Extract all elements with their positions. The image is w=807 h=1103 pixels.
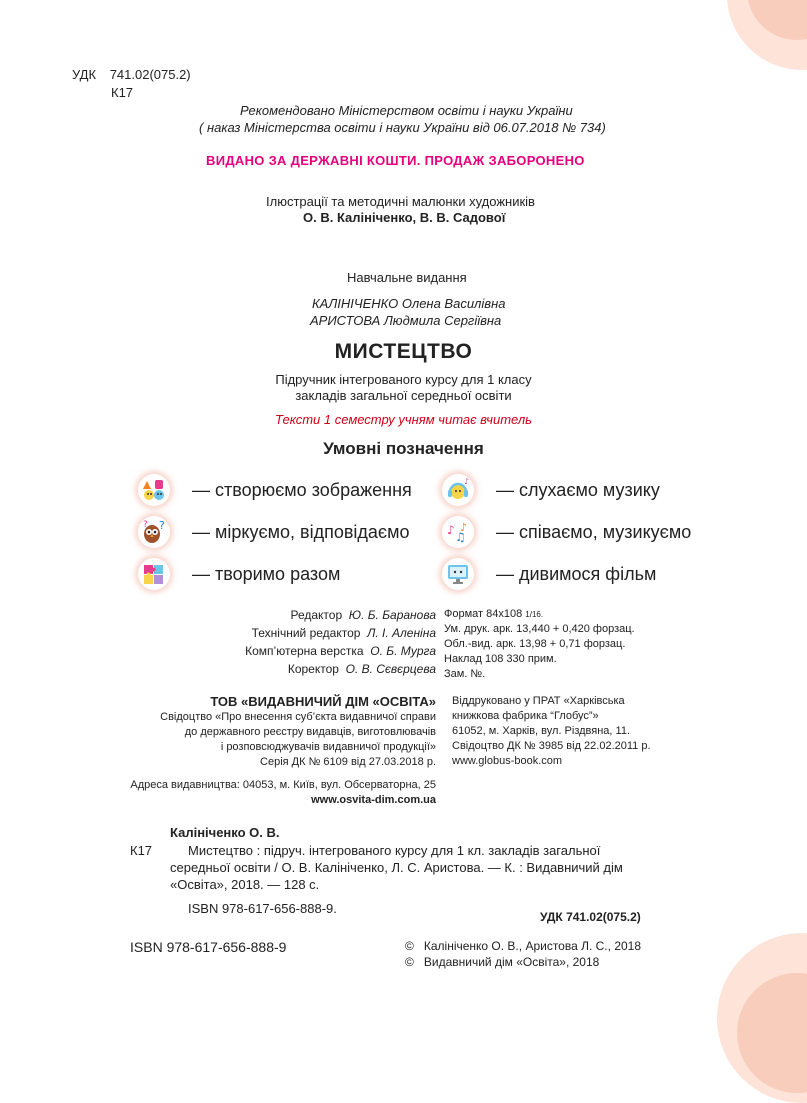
catalog-line3: «Освіта», 2018. — 128 с. (170, 877, 320, 892)
catalog-line1: Мистецтво : підруч. інтегрованого курсу для 1 кл. закладів загальної (188, 843, 601, 858)
book-title: МИСТЕЦТВО (334, 340, 473, 363)
subtitle-line1: Підручник інтегрованого курсу для 1 класу (275, 372, 532, 387)
udk-code: 741.02(075.2) (109, 67, 191, 82)
legend-item-drawing (138, 473, 412, 507)
author-1: КАЛІНІЧЕНКО Олена Василівна (312, 296, 506, 311)
printer-block (452, 694, 651, 769)
format-line4: Наклад 108 330 прим. (444, 653, 557, 665)
staff-layout (180, 642, 436, 660)
reading-note: Тексти 1 семестру учням читає вчитель (274, 412, 532, 427)
svg-text:?: ? (159, 519, 165, 532)
printer-line1: Віддруковано у ПРАТ «Харківська (452, 695, 625, 707)
copyright-1-text: Калініченко О. В., Аристова Л. С., 2018 (423, 939, 642, 953)
udk-top (72, 67, 191, 82)
publisher-name: ТОВ «ВИДАВНИЧИЙ ДІМ «ОСВІТА» (210, 694, 436, 709)
staff-list (180, 606, 436, 678)
staff-role: Технічний редактор (251, 626, 361, 640)
staff-name: Л. І. Аленіна (367, 626, 436, 640)
format-line1 (444, 607, 635, 622)
printer-website: www.globus-book.com (452, 755, 563, 767)
svg-text:♪: ♪ (464, 477, 470, 486)
legend-text-film: — дивимося фільм (496, 563, 657, 584)
publisher-address: Адреса видавництва: 04053, м. Київ, вул. Обсерваторна, 25 (130, 779, 436, 791)
copyright-2 (405, 955, 599, 969)
copyright-symbol: © (405, 939, 414, 953)
printer-line3: 61052, м. Харків, вул. Різдвяна, 11. (452, 725, 631, 737)
printer-line4: Свідоцтво ДК № 3985 від 22.02.2011 р. (452, 740, 651, 752)
format-fraction: 1/16. (525, 610, 544, 619)
legend-item-film (442, 557, 656, 591)
udk-k: К17 (111, 85, 134, 100)
bottom-isbn: ISBN 978-617-656-888-9 (130, 939, 287, 955)
catalog-k: К17 (130, 843, 153, 858)
legend-text-music: — слухаємо музику (496, 479, 660, 500)
copyright-1 (405, 939, 641, 953)
music-notes-icon (442, 516, 474, 548)
legend-item-together (138, 557, 340, 591)
recommended-line1: Рекомендовано Міністерством освіти і науки України (240, 103, 573, 118)
staff-role: Коректор (287, 662, 339, 676)
format-line2: Ум. друк. арк. 13,440 + 0,420 форзац. (444, 623, 635, 635)
staff-editor (180, 606, 436, 624)
svg-text:?: ? (143, 520, 148, 530)
legend-item-thinking (138, 515, 410, 549)
state-funds-notice: ВИДАНО ЗА ДЕРЖАВНІ КОШТИ. ПРОДАЖ ЗАБОРОНЕНО (206, 153, 585, 168)
legend-item-singing (442, 515, 691, 549)
staff-name: О. В. Сєвєрцева (345, 662, 436, 676)
svg-text:♪: ♪ (447, 523, 455, 537)
copyright-2-text: Видавничий дім «Освіта», 2018 (423, 955, 600, 969)
publisher-website: www.osvita-dim.com.ua (311, 794, 436, 806)
legend-text-singing: — співаємо, музикуємо (496, 521, 692, 542)
catalog-udk: УДК 741.02(075.2) (540, 910, 641, 924)
publisher-block (130, 694, 436, 770)
headphones-icon (442, 474, 474, 506)
staff-role: Редактор (290, 608, 343, 622)
illustrations-line1: Ілюстрації та методичні малюнки художників (266, 194, 535, 209)
catalog-isbn: ISBN 978-617-656-888-9. (188, 901, 337, 916)
publisher-line4: Серія ДК № 6109 від 27.03.2018 р. (260, 756, 436, 768)
format-line3: Обл.-вид. арк. 13,98 + 0,71 форзац. (444, 638, 626, 650)
monitor-icon (442, 558, 474, 590)
format-size: Формат 84х108 (444, 608, 523, 620)
drawing-icon (138, 474, 170, 506)
staff-role: Комп’ютерна верстка (245, 644, 364, 658)
printer-line2: книжкова фабрика “Глобус”» (452, 710, 599, 722)
svg-text:♪: ♪ (460, 521, 468, 534)
publisher-line2: до державного реєстру видавців, виготовлювачів (184, 726, 436, 738)
staff-name: О. Б. Мурга (370, 644, 436, 658)
author-2: АРИСТОВА Людмила Сергіївна (310, 313, 502, 328)
legend-text-thinking: — міркуємо, відповідаємо (192, 521, 410, 542)
catalog-author: Калініченко О. В. (170, 825, 280, 840)
puzzle-icon (138, 558, 170, 590)
legend-text-together: — творимо разом (192, 563, 341, 584)
publisher-line3: і розповсюджувачів видавничої продукції» (220, 741, 436, 753)
format-line5: Зам. №. (444, 668, 486, 680)
catalog-line2: середньої освіти / О. В. Калініченко, Л. С. Аристова. — К. : Видавничий дім (170, 860, 623, 875)
copyright-symbol: © (405, 955, 414, 969)
staff-tech-editor (180, 624, 436, 642)
thinking-owl-icon (138, 516, 170, 548)
legend-text-drawing: — створюємо зображення (192, 479, 412, 500)
staff-proofreader (180, 660, 436, 678)
publisher-line1: Свідоцтво «Про внесення суб’єкта видавничої справи (160, 711, 436, 723)
legend-item-music (442, 473, 660, 507)
svg-text:♫: ♫ (455, 530, 466, 544)
subtitle-line2: закладів загальної середньої освіти (295, 388, 512, 403)
format-block (444, 607, 635, 682)
udk-label: УДК (72, 67, 97, 82)
recommended-line2: ( наказ Міністерства освіти і науки України від 06.07.2018 № 734) (199, 120, 606, 135)
illustrations-artists: О. В. Калініченко, В. В. Садової (303, 210, 506, 225)
staff-name: Ю. Б. Баранова (348, 608, 436, 622)
address-block (100, 778, 436, 808)
legend-title: Умовні позначення (323, 439, 484, 458)
edition-type: Навчальне видання (347, 270, 467, 285)
